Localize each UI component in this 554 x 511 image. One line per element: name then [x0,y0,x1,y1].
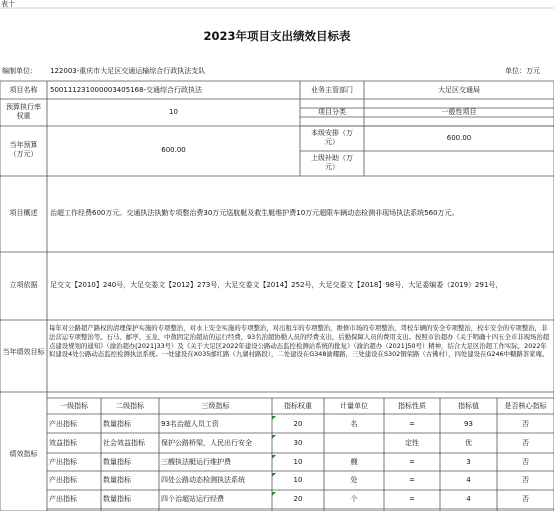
indicator-weight: 10 [293,476,303,484]
indicator-value: 93 [464,420,473,428]
indicator-core: 否 [522,420,529,428]
header-core: 是否核心指标 [504,402,547,410]
indicator-core: 否 [522,439,529,447]
indicator-l1: 产出指标 [49,495,77,503]
basis-text: 足交文【2010】240号，大足交委文【2012】273号，大足交委文【2014】252号，大足交委文【2018】98号，大足委编委（2019）291号， [50,281,503,289]
org-value: 122003-重庆市大足区交通运输综合行政执法支队 [50,67,206,75]
budget-label: 当年预算 （万元） [9,141,38,158]
unit-label: 单位：万元 [505,67,540,75]
indicator-weight: 20 [293,495,303,503]
indicator-l2: 数量指标 [103,476,131,484]
indicator-l3: 保护公路桥梁，人民出行安全 [161,439,252,447]
local-value: 600.00 [446,134,472,142]
page-title: 2023年项目支出绩效目标表 [203,29,351,43]
indicator-value: 3 [466,458,471,466]
project-name-value: 500111231000003405168-交通综合行政执法 [50,86,203,94]
header-l1: 一级指标 [60,402,88,410]
indicator-core: 否 [522,495,529,503]
indicator-l2: 数量指标 [103,420,131,428]
indicator-l3: 四处公路动态检测执法系统 [161,476,245,484]
category-value: 一般性项目 [441,108,477,116]
indicator-unit: 艘 [350,458,358,466]
indicator-nature: = [409,495,415,503]
header-value: 指标值 [458,402,479,410]
overview-text: 治超工作经费600万元。交通执法执勤专项整治费30万元巡航艇及救生艇维护费10万元超限车辆动态检测非现场执法系统560万元。 [50,209,459,217]
header-l3: 三级指标 [201,402,230,410]
header-nature: 指标性质 [398,402,426,410]
indicator-value: 4 [466,476,471,484]
category-label: 项目分类 [318,108,346,116]
indicator-l3: 三艘执法艇运行维护费 [161,458,231,466]
budget-value: 600.00 [161,146,186,154]
indicator-core: 否 [522,458,529,466]
indicator-l1: 产出指标 [49,420,77,428]
indicator-weight: 30 [293,439,303,447]
indicator-value: 4 [466,495,471,503]
goal-text: 每年对公路超产路权的清理保护实施的专项整治，对水上安全实施的专项整治，对出租车的专项整治，维修市场的专项整治，驾校车辆的安全专项整治，校车安全的专项整治，非法营运专项整治等。石马、邮亭、玉龙、中敖固定治超站的运行经费，93名治超协勤人员的经费支出，后勤保障人员的费用支出。按照市治超办《关于明确十四五全市非现场治超点建设规划的通知》（渝治超办[2021]33号）及《关于大足区2022年建设公路动态监控检测站系统的批复》（渝治超办（2021]50号）精神，结合大足区治超工作实际，2022年拟建设4处公路动态监控检测执法系统。一处建设在X035邮红路（九湖村路段），二处建设在G348渝耀路，三处建设在S302铜荣路（古佛村），四处建设在G246中糖路茶家庵。 [49,324,550,359]
overview-label: 项目概述 [9,209,38,217]
indicator-nature: = [409,420,415,428]
indicator-nature: 定性 [405,439,419,447]
indicator-unit: 个 [350,495,358,503]
indicator-l2: 数量指标 [103,458,131,466]
dept-label: 业务主管部门 [311,86,353,94]
indicator-weight: 10 [293,458,303,466]
indicator-l3: 93名治超人员工资 [161,420,219,428]
basis-label: 立项依据 [9,281,38,289]
indicator-l3: 四个治超站运行经费 [161,495,224,503]
indicator-weight: 20 [293,420,303,428]
indicator-nature: = [409,476,415,484]
exec-rate-value: 10 [169,108,178,116]
indicator-value: 优 [465,439,472,447]
dept-value: 大足区交通局 [438,86,480,94]
indicator-l2: 数量指标 [103,495,131,503]
goal-label: 当年绩效目标 [2,348,45,356]
project-name-label: 项目名称 [9,86,38,94]
indicator-core: 否 [522,476,529,484]
header-unit: 计量单位 [340,402,368,410]
indicator-l1: 产出指标 [49,476,77,484]
header-weight: 指标权重 [284,402,312,410]
upper-label: 上级补助（万 元） [311,154,353,171]
indicator-l2: 社会效益指标 [103,439,145,447]
indicator-unit: 处 [350,476,358,484]
indicator-l1: 产出指标 [49,458,77,466]
indicator-nature: = [409,458,415,466]
exec-rate-label: 预算执行率 权重 [6,103,41,120]
org-label: 编制单位: [2,67,33,75]
sheet-label: 表十 [1,0,15,8]
indicator-unit: 名 [350,420,358,428]
indicator-l1: 效益指标 [49,439,77,447]
header-l2: 二级指标 [116,402,144,410]
perf-label: 绩效指标 [9,450,38,458]
local-label: 本级安排（万 元） [311,129,353,146]
